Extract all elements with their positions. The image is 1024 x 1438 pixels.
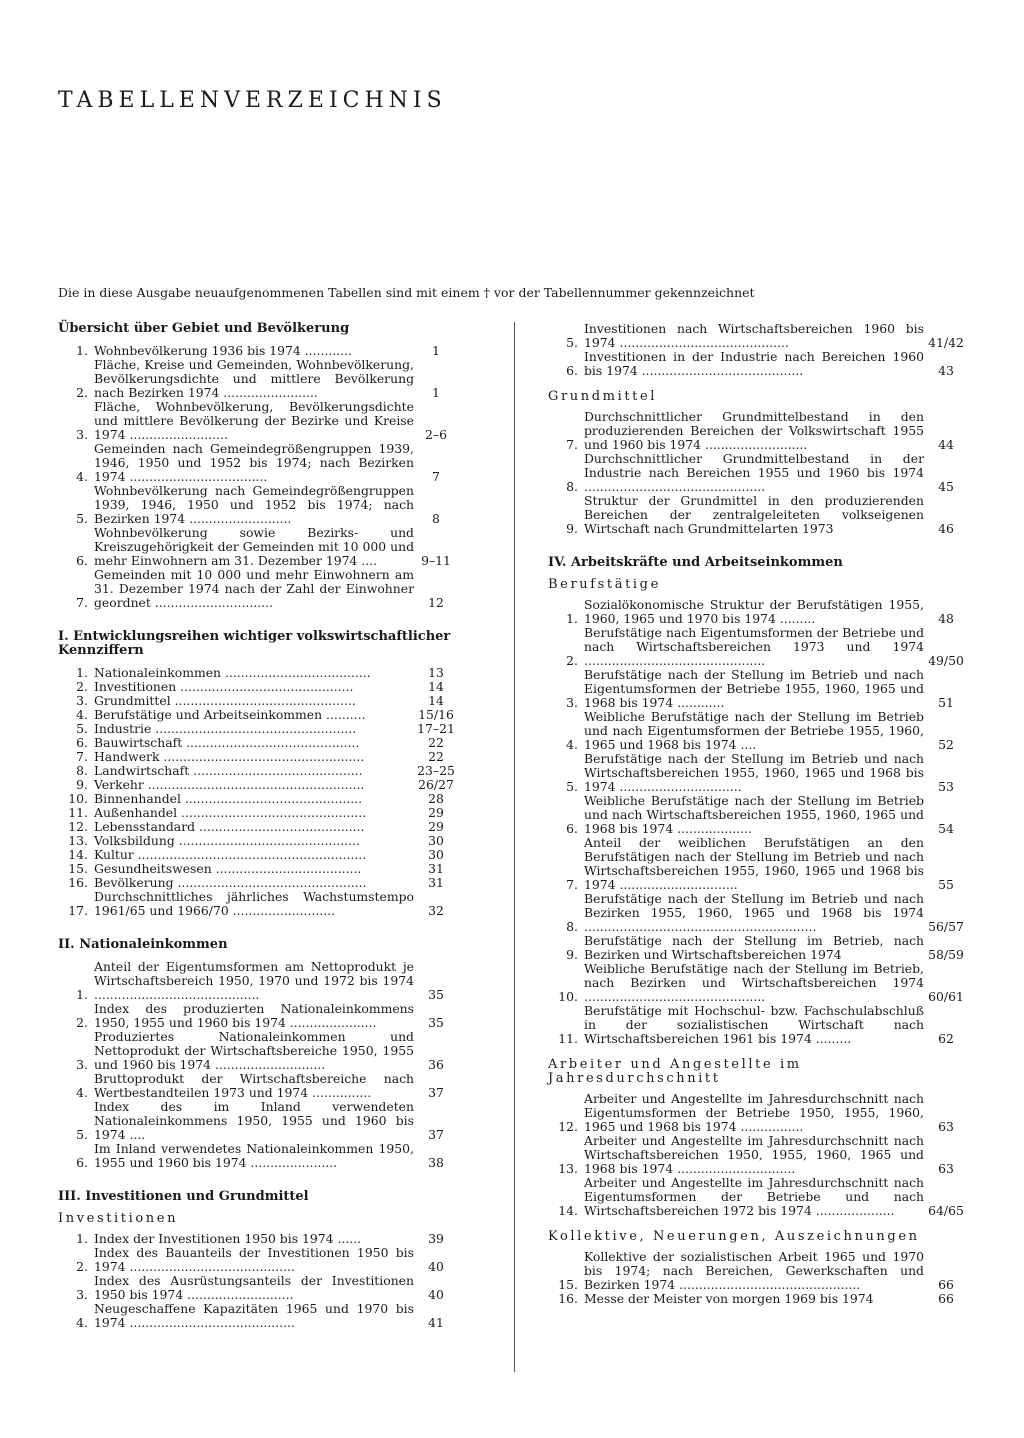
toc-entry[interactable] [58, 806, 458, 820]
entry-title: Neugeschaffene Kapazitäten 1965 und 1970 bis 1974 .......................................... [94, 1301, 414, 1330]
subsection-heading: Arbeiter und Angestellte im Jahresdurchschnitt [548, 1057, 802, 1086]
entry-page: 51 [938, 695, 954, 710]
entry-number: 6. [76, 1155, 88, 1170]
subsection-heading: Berufstätige [548, 577, 661, 592]
entry-page: 9–11 [421, 553, 451, 568]
entry-title: Durchschnittlicher Grundmittelbestand in der Industrie nach Bereichen 1955 und 1960 bis 1974 .............................................. [584, 451, 924, 494]
entry-title: Index der Investitionen 1950 bis 1974 ...... [94, 1231, 362, 1246]
toc-entry[interactable] [58, 1002, 458, 1030]
entry-number: 12. [68, 819, 88, 834]
toc-entry[interactable] [548, 1292, 968, 1306]
entry-number: 4. [76, 1085, 88, 1100]
toc-entry[interactable] [58, 1030, 458, 1072]
intro-note: Die in diese Ausgabe neuaufgenommenen Tabellen sind mit einem † vor der Tabellennummer gekennzeichnet [58, 285, 755, 300]
entry-page: 52 [938, 737, 954, 752]
entry-number: 6. [566, 363, 578, 378]
entry-title: Anteil der Eigentumsformen am Nettoprodukt je Wirtschaftsbereich 1950, 1970 und 1972 bis 1974 .......................................... [94, 959, 414, 1002]
toc-entry[interactable] [548, 1250, 968, 1292]
entry-page: 32 [428, 903, 444, 918]
entry-number: 11. [68, 805, 88, 820]
toc-entry[interactable] [548, 892, 968, 934]
toc-entry[interactable] [58, 400, 458, 442]
entry-page: 56/57 [928, 919, 964, 934]
entry-page: 54 [938, 821, 954, 836]
toc-entry[interactable] [548, 1134, 968, 1176]
entry-page: 30 [428, 833, 444, 848]
entry-page: 35 [428, 987, 444, 1002]
toc-entry[interactable] [58, 820, 458, 834]
toc-entry[interactable] [58, 694, 458, 708]
toc-entry[interactable] [548, 752, 968, 794]
entry-title: Arbeiter und Angestellte im Jahresdurchschnitt nach Eigentumsformen der Betriebe und nach Wirtschaftsbereichen 1972 bis 1974 .................... [584, 1175, 924, 1218]
entry-title: Index des Bauanteils der Investitionen 1950 bis 1974 .......................................... [94, 1245, 414, 1274]
entry-number: 1. [76, 343, 88, 358]
entry-page: 43 [938, 363, 954, 378]
column-divider [514, 322, 515, 1372]
entry-number: 2. [566, 653, 578, 668]
entry-number: 5. [76, 721, 88, 736]
entry-number: 8. [76, 763, 88, 778]
entry-title: Weibliche Berufstätige nach der Stellung im Betrieb und nach Wirtschaftsbereichen 1955, 1960, 1965 und 1968 bis 1974 ................... [584, 793, 924, 836]
toc-entry[interactable] [58, 1232, 458, 1246]
entry-title: Sozialökonomische Struktur der Berufstätigen 1955, 1960, 1965 und 1970 bis 1974 ......... [584, 597, 924, 626]
entry-number: 10. [68, 791, 88, 806]
entry-number: 1. [76, 665, 88, 680]
entry-number: 3. [76, 1057, 88, 1072]
entry-title: Im Inland verwendetes Nationaleinkommen 1950, 1955 und 1960 bis 1974 ...................... [94, 1141, 414, 1170]
entry-page: 13 [428, 665, 444, 680]
entry-page: 1 [432, 343, 440, 358]
entry-page: 28 [428, 791, 444, 806]
subsection-heading: Investitionen [58, 1211, 179, 1226]
entry-number: 14. [558, 1203, 578, 1218]
entry-number: 12. [558, 1119, 578, 1134]
entry-number: 5. [76, 511, 88, 526]
entry-title: Nationaleinkommen ..................................... [94, 665, 371, 680]
toc-entry[interactable] [58, 778, 458, 792]
toc-entry[interactable] [58, 568, 458, 610]
toc-entry[interactable] [548, 668, 968, 710]
subsection-heading: Grundmittel [548, 389, 658, 404]
entry-page: 41/42 [928, 335, 964, 350]
entry-number: 14. [68, 847, 88, 862]
entry-number: 13. [558, 1161, 578, 1176]
entry-number: 6. [76, 735, 88, 750]
entry-page: 48 [938, 611, 954, 626]
entry-page: 41 [428, 1315, 444, 1330]
entry-number: 15. [558, 1277, 578, 1292]
toc-entry[interactable] [58, 1274, 458, 1302]
entry-title: Gesundheitswesen ..................................... [94, 861, 362, 876]
entry-page: 55 [938, 877, 954, 892]
entry-number: 7. [76, 749, 88, 764]
entry-page: 66 [938, 1291, 954, 1306]
entry-page: 36 [428, 1057, 444, 1072]
entry-page: 53 [938, 779, 954, 794]
toc-entry[interactable] [548, 350, 968, 378]
entry-number: 4. [76, 469, 88, 484]
entry-title: Index des im Inland verwendeten Nationaleinkommens 1950, 1955 und 1960 bis 1974 .... [94, 1099, 414, 1142]
entry-number: 16. [68, 875, 88, 890]
toc-entry[interactable] [548, 598, 968, 626]
section-heading: III. Investitionen und Grundmittel [58, 1189, 309, 1204]
entry-title: Volksbildung .............................................. [94, 833, 360, 848]
entry-page: 14 [428, 679, 444, 694]
entry-title: Kollektive der sozialistischen Arbeit 1965 und 1970 bis 1974; nach Bereichen, Gewerkschaften und Bezirken 1974 .............................................. [584, 1249, 924, 1292]
toc-entry[interactable] [548, 962, 968, 1004]
entry-number: 2. [76, 679, 88, 694]
toc-entry[interactable] [58, 848, 458, 862]
entry-title: Außenhandel ............................................... [94, 805, 367, 820]
entry-number: 3. [566, 695, 578, 710]
entry-number: 15. [68, 861, 88, 876]
entry-page: 37 [428, 1085, 444, 1100]
entry-page: 14 [428, 693, 444, 708]
toc-entry[interactable] [58, 1246, 458, 1274]
entry-number: 13. [68, 833, 88, 848]
toc-entry[interactable] [548, 794, 968, 836]
entry-title: Handwerk ................................................... [94, 749, 365, 764]
page-title: TABELLENVERZEICHNIS [58, 88, 447, 113]
entry-title: Weibliche Berufstätige nach der Stellung im Betrieb und nach Eigentumsformen der Betriebe 1955, 1960, 1965 und 1968 bis 1974 .... [584, 709, 924, 752]
toc-entry[interactable] [548, 836, 968, 892]
entry-page: 37 [428, 1127, 444, 1142]
entry-number: 5. [76, 1127, 88, 1142]
entry-number: 3. [76, 427, 88, 442]
toc-entry[interactable] [58, 1302, 458, 1330]
entry-title: Index des produzierten Nationaleinkommens 1950, 1955 und 1960 bis 1974 ...................... [94, 1001, 414, 1030]
entry-page: 60/61 [928, 989, 964, 1004]
section-heading: I. Entwicklungsreihen wichtiger volkswirtschaftlicher Kennziffern [58, 629, 451, 658]
entry-title: Durchschnittliches jährliches Wachstumstempo 1961/65 und 1966/70 .......................... [94, 889, 414, 918]
toc-entry[interactable] [548, 710, 968, 752]
entry-number: 17. [68, 903, 88, 918]
toc-entry[interactable] [58, 1072, 458, 1100]
toc-entry[interactable] [58, 1100, 458, 1142]
entry-page: 22 [428, 735, 444, 750]
toc-entry[interactable] [58, 834, 458, 848]
toc-entry[interactable] [58, 358, 458, 400]
entry-title: Arbeiter und Angestellte im Jahresdurchschnitt nach Eigentumsformen der Betriebe 1950, 1955, 1960, 1965 und 1968 bis 1974 ................ [584, 1091, 924, 1134]
entry-number: 10. [558, 989, 578, 1004]
toc-entry[interactable] [58, 862, 458, 876]
entry-number: 3. [76, 1287, 88, 1302]
toc-entry[interactable] [58, 680, 458, 694]
entry-title: Berufstätige nach der Stellung im Betrieb und nach Bezirken 1955, 1960, 1965 und 1968 bis 1974 ........................................................... [584, 891, 924, 934]
entry-number: 1. [566, 611, 578, 626]
entry-title: Wohnbevölkerung nach Gemeindegrößengruppen 1939, 1946, 1950 und 1952 bis 1974; nach Bezirken 1974 .......................... [94, 483, 414, 526]
entry-number: 4. [76, 1315, 88, 1330]
right-column [548, 322, 968, 1306]
entry-page: 64/65 [928, 1203, 964, 1218]
entry-number: 1. [76, 1231, 88, 1246]
entry-page: 63 [938, 1161, 954, 1176]
toc-entry[interactable] [58, 750, 458, 764]
entry-title: Berufstätige nach Eigentumsformen der Betriebe und nach Wirtschaftsbereichen 1973 und 1974 .............................................. [584, 625, 924, 668]
toc-entry[interactable] [58, 344, 458, 358]
entry-title: Investitionen ............................................ [94, 679, 354, 694]
section-heading: IV. Arbeitskräfte und Arbeitseinkommen [548, 555, 843, 570]
entry-title: Wohnbevölkerung 1936 bis 1974 ............ [94, 343, 352, 358]
entry-page: 26/27 [418, 777, 454, 792]
toc-entry[interactable] [58, 1142, 458, 1170]
entry-title: Produziertes Nationaleinkommen und Nettoprodukt der Wirtschaftsbereiche 1950, 1955 und 1960 bis 1974 ............................ [94, 1029, 414, 1072]
toc-entry[interactable] [58, 708, 458, 722]
toc-entry[interactable] [58, 876, 458, 890]
entry-number: 8. [566, 479, 578, 494]
entry-title: Grundmittel .............................................. [94, 693, 356, 708]
entry-number: 5. [566, 335, 578, 350]
toc-entry[interactable] [58, 736, 458, 750]
toc-entry[interactable] [548, 626, 968, 668]
toc-entry[interactable] [58, 484, 458, 526]
entry-title: Bauwirtschaft ............................................ [94, 735, 360, 750]
entry-title: Gemeinden nach Gemeindegrößengruppen 1939, 1946, 1950 und 1952 bis 1974; nach Bezirken 1974 ................................... [94, 441, 414, 484]
entry-title: Lebensstandard .......................................... [94, 819, 365, 834]
entry-number: 6. [566, 821, 578, 836]
entry-page: 2–6 [425, 427, 447, 442]
entry-title: Investitionen in der Industrie nach Bereichen 1960 bis 1974 ......................................... [584, 349, 924, 378]
entry-page: 66 [938, 1277, 954, 1292]
toc-entry[interactable] [58, 792, 458, 806]
entry-title: Berufstätige nach der Stellung im Betrieb und nach Wirtschaftsbereichen 1955, 1960, 1965 und 1968 bis 1974 ............................... [584, 751, 924, 794]
toc-entry[interactable] [548, 452, 968, 494]
entry-page: 29 [428, 805, 444, 820]
entry-title: Bevölkerung ................................................ [94, 875, 367, 890]
entry-title: Kultur .......................................................... [94, 847, 367, 862]
entry-number: 2. [76, 1015, 88, 1030]
left-column [58, 322, 458, 1330]
entry-page: 38 [428, 1155, 444, 1170]
entry-title: Industrie ................................................... [94, 721, 357, 736]
entry-title: Landwirtschaft ........................................... [94, 763, 363, 778]
entry-number: 3. [76, 693, 88, 708]
entry-title: Weibliche Berufstätige nach der Stellung im Betrieb, nach Bezirken und Wirtschaftsbereichen 1974 .............................................. [584, 961, 924, 1004]
entry-title: Struktur der Grundmittel in den produzierenden Bereichen der zentralgeleiteten volkseigenen Wirtschaft nach Grundmittelarten 1973 [584, 493, 924, 536]
entry-number: 8. [566, 919, 578, 934]
entry-title: Bruttoprodukt der Wirtschaftsbereiche nach Wertbestandteilen 1973 und 1974 ............... [94, 1071, 414, 1100]
entry-page: 30 [428, 847, 444, 862]
entry-title: Fläche, Wohnbevölkerung, Bevölkerungsdichte und mittlere Bevölkerung der Bezirke und Kreise 1974 ......................... [94, 399, 414, 442]
entry-page: 40 [428, 1259, 444, 1274]
entry-page: 46 [938, 521, 954, 536]
toc-entry[interactable] [548, 494, 968, 536]
toc-entry[interactable] [58, 722, 458, 736]
entry-title: Berufstätige nach der Stellung im Betrieb, nach Bezirken und Wirtschaftsbereichen 1974 [584, 933, 924, 962]
entry-page: 15/16 [418, 707, 454, 722]
entry-title: Binnenhandel ............................................. [94, 791, 363, 806]
toc-entry[interactable] [58, 764, 458, 778]
entry-number: 6. [76, 553, 88, 568]
entry-page: 8 [432, 511, 440, 526]
section-heading: II. Nationaleinkommen [58, 937, 228, 952]
toc-entry[interactable] [548, 410, 968, 452]
toc-entry[interactable] [548, 322, 968, 350]
entry-page: 40 [428, 1287, 444, 1302]
entry-title: Durchschnittlicher Grundmittelbestand in den produzierenden Bereichen der Volkswirtschaft 1955 und 1960 bis 1974 .......................... [584, 409, 924, 452]
entry-page: 17–21 [417, 721, 455, 736]
entry-page: 62 [938, 1031, 954, 1046]
entry-page: 35 [428, 1015, 444, 1030]
entry-title: Anteil der weiblichen Berufstätigen an den Berufstätigen nach der Stellung im Betrieb und nach Wirtschaftsbereichen 1955, 1960, 1965 und 1968 bis 1974 .............................. [584, 835, 924, 892]
entry-number: 2. [76, 385, 88, 400]
entry-number: 7. [566, 877, 578, 892]
entry-page: 12 [428, 595, 444, 610]
entry-number: 9. [76, 777, 88, 792]
entry-page: 29 [428, 819, 444, 834]
entry-page: 1 [432, 385, 440, 400]
entry-title: Verkehr ....................................................... [94, 777, 365, 792]
toc-entry[interactable] [58, 526, 458, 568]
entry-title: Berufstätige und Arbeitseinkommen .......... [94, 707, 366, 722]
entry-title: Investitionen nach Wirtschaftsbereichen 1960 bis 1974 ........................................... [584, 321, 924, 350]
entry-number: 1. [76, 987, 88, 1002]
entry-title: Berufstätige mit Hochschul- bzw. Fachschulabschluß in der sozialistischen Wirtschaft nach Wirtschaftsbereichen 1961 bis 1974 ......... [584, 1003, 924, 1046]
entry-title: Wohnbevölkerung sowie Bezirks- und Kreiszugehörigkeit der Gemeinden mit 10 000 und mehr Einwohnern am 31. Dezember 1974 .... [94, 525, 414, 568]
entry-number: 16. [558, 1291, 578, 1306]
entry-title: Index des Ausrüstungsanteils der Investitionen 1950 bis 1974 ........................... [94, 1273, 414, 1302]
entry-page: 31 [428, 875, 444, 890]
toc-entry[interactable] [58, 890, 458, 918]
toc-entry[interactable] [548, 934, 968, 962]
toc-entry[interactable] [548, 1004, 968, 1046]
entry-number: 7. [566, 437, 578, 452]
entry-page: 44 [938, 437, 954, 452]
entry-title: Berufstätige nach der Stellung im Betrieb und nach Eigentumsformen der Betriebe 1955, 1960, 1965 und 1968 bis 1974 ............ [584, 667, 924, 710]
entry-page: 63 [938, 1119, 954, 1134]
entry-page: 49/50 [928, 653, 964, 668]
entry-number: 11. [558, 1031, 578, 1046]
entry-page: 22 [428, 749, 444, 764]
entry-page: 58/59 [928, 947, 964, 962]
subsection-heading: Kollektive, Neuerungen, Auszeichnungen [548, 1229, 920, 1244]
entry-title: Messe der Meister von morgen 1969 bis 1974 [584, 1291, 874, 1306]
entry-number: 4. [76, 707, 88, 722]
entry-title: Fläche, Kreise und Gemeinden, Wohnbevölkerung, Bevölkerungsdichte und mittlere Bevölkerung nach Bezirken 1974 ........................ [94, 357, 414, 400]
entry-page: 7 [432, 469, 440, 484]
toc-entry[interactable] [58, 666, 458, 680]
entry-number: 5. [566, 779, 578, 794]
entry-number: 4. [566, 737, 578, 752]
entry-page: 39 [428, 1231, 444, 1246]
section-heading: Übersicht über Gebiet und Bevölkerung [58, 321, 350, 336]
entry-number: 9. [566, 521, 578, 536]
entry-page: 31 [428, 861, 444, 876]
entry-title: Arbeiter und Angestellte im Jahresdurchschnitt nach Wirtschaftsbereichen 1950, 1955, 1960, 1965 und 1968 bis 1974 .............................. [584, 1133, 924, 1176]
entry-title: Gemeinden mit 10 000 und mehr Einwohnern am 31. Dezember 1974 nach der Zahl der Einwohner geordnet .............................. [94, 567, 414, 610]
toc-entry[interactable] [58, 442, 458, 484]
entry-number: 9. [566, 947, 578, 962]
toc-entry[interactable] [58, 960, 458, 1002]
entry-page: 23–25 [417, 763, 455, 778]
entry-number: 2. [76, 1259, 88, 1274]
entry-number: 7. [76, 595, 88, 610]
toc-entry[interactable] [548, 1092, 968, 1134]
toc-entry[interactable] [548, 1176, 968, 1218]
entry-page: 45 [938, 479, 954, 494]
